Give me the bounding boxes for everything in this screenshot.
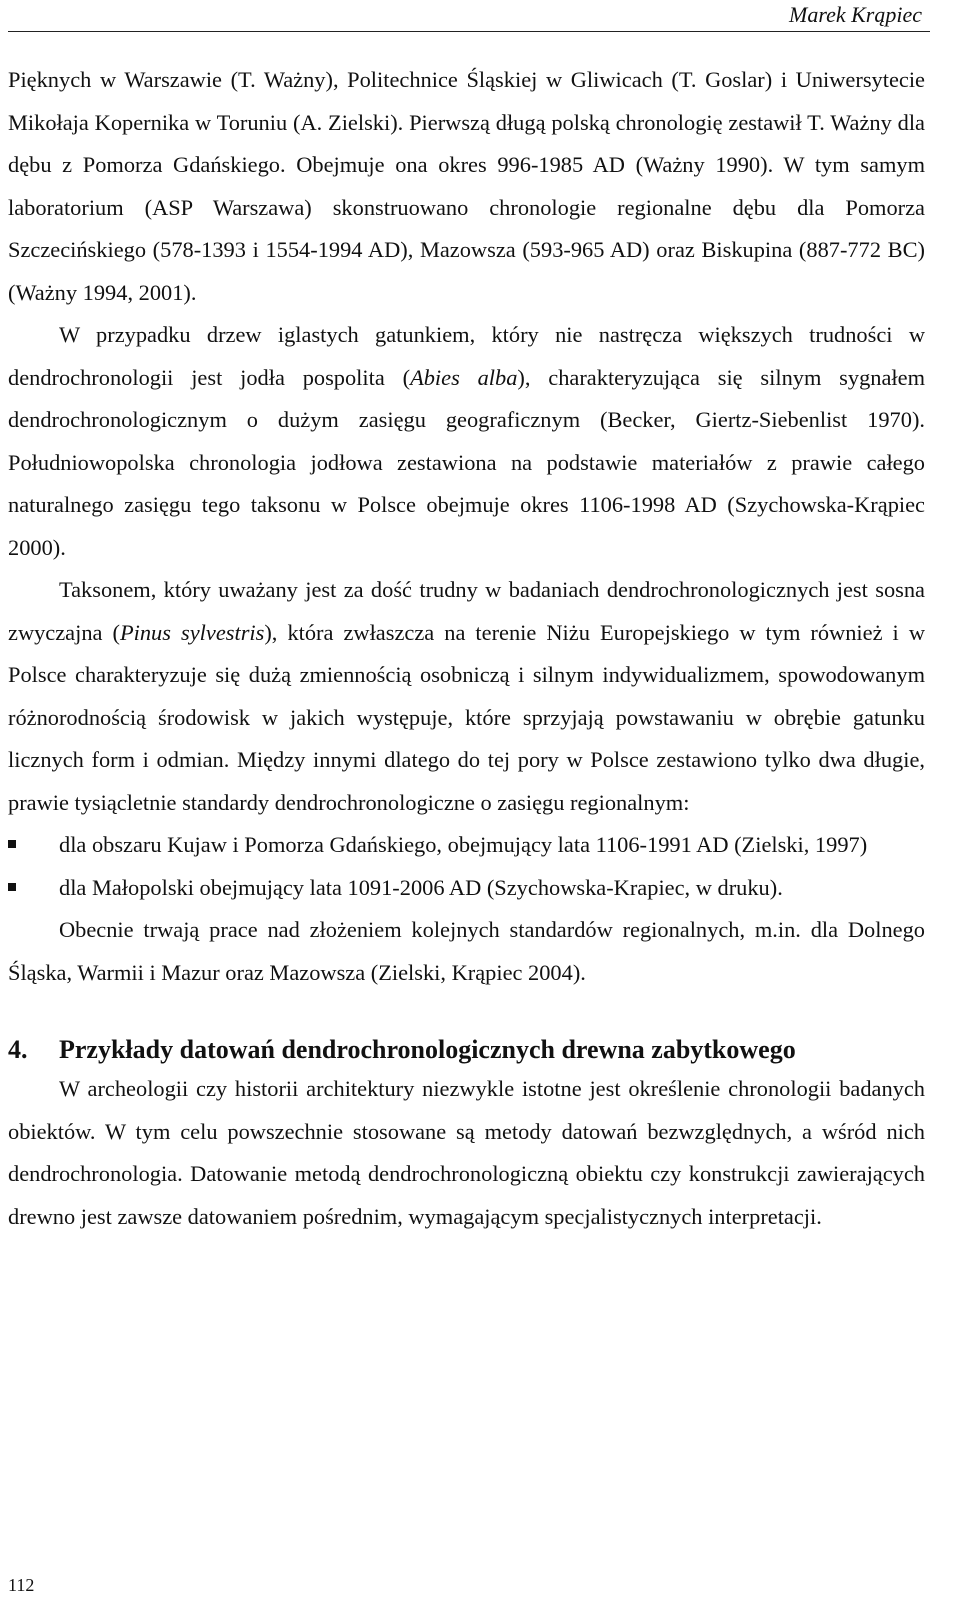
paragraph-4: Obecnie trwają prace nad złożeniem kolejnych standardów regionalnych, m.in. dla Dolnego Śląska, Warmii i Mazur oraz Mazowsza (Zielski, Krąpiec 2004).: [8, 917, 925, 985]
paragraph-3-text-a: Taksonem, który uważany jest za dość trudny w badaniach dendrochronologicznych jest sosna zwyczajna (: [8, 577, 925, 645]
species-name-pinus: Pinus sylvestris: [119, 619, 265, 645]
square-bullet-icon: [8, 840, 16, 848]
paragraph-2-text-b: ), charakteryzująca się silnym sygnałem dendrochronologicznym o dużym zasięgu geograficznym (Becker, Giertz-Siebenlist 1970). Południowopolska chronologia jodłowa zestawiona na podstawie materiałów z prawie całego naturalnego zasięgu tego taksonu w Polsce obejmuje okres 1106-1998 AD (Szychowska-Krąpiec 2000).: [8, 364, 925, 560]
list-item-text: dla Małopolski obejmujący lata 1091-2006 AD (Szychowska-Krapiec, w druku).: [59, 874, 783, 900]
section-heading: [8, 1032, 925, 1068]
paragraph-3-text-b: ), która zwłaszcza na terenie Niżu Europejskiego w tym również i w Polsce charakteryzuje się dużą zmiennością osobniczą i silnym indywidualizmem, spowodowanym różnorodnością środowisk w jakich występuje, które sprzyjają powstawaniu w obrębie gatunku licznych form i odmian. Między innymi dlatego do tej pory w Polsce zestawiono tylko dwa długie, prawie tysiącletnie standardy dendrochronologiczne o zasięgu regionalnym:: [8, 619, 925, 815]
paragraph-2-text-a: W przypadku drzew iglastych gatunkiem, który nie nastręcza większych trudności w dendrochronologii jest jodła pospolita (: [8, 322, 925, 390]
paragraph-3: [8, 569, 925, 824]
section-paragraph: W archeologii czy historii architektury niezwykle istotne jest określenie chronologii badanych obiektów. W tym celu powszechnie stosowane są metody datowań bezwzględnych, a wśród nich dendrochronologia. Datowanie metodą dendrochronologiczną obiektu czy konstrukcji zawierających drewno jest zawsze datowaniem pośrednim, wymagającym specjalistycznych interpretacji.: [8, 1076, 925, 1229]
paragraph-2: [8, 314, 925, 569]
list-item: [8, 867, 925, 910]
section-number: 4.: [8, 1035, 28, 1064]
list-item: [8, 824, 925, 867]
section-title: Przykłady datowań dendrochronologicznych drewna zabytkowego: [59, 1035, 796, 1064]
paragraph-1: Pięknych w Warszawie (T. Ważny), Politechnice Śląskiej w Gliwicach (T. Goslar) i Uniwersytecie Mikołaja Kopernika w Toruniu (A. Zielski). Pierwszą długą polską chronologię zestawił T. Ważny dla dębu z Pomorza Gdańskiego. Obejmuje ona okres 996-1985 AD (Ważny 1990). W tym samym laboratorium (ASP Warszawa) skonstruowano chronologie regionalne dębu dla Pomorza Szczecińskiego (578-1393 i 1554-1994 AD), Mazowsza (593-965 AD) oraz Biskupina (887-772 BC) (Ważny 1994, 2001).: [8, 67, 925, 305]
running-header-author: Marek Krąpiec: [789, 2, 922, 27]
page-number: 112: [8, 1575, 35, 1595]
list-item-text: dla obszaru Kujaw i Pomorza Gdańskiego, obejmujący lata 1106-1991 AD (Zielski, 1997): [59, 832, 868, 857]
bullet-list: [8, 824, 925, 909]
square-bullet-icon: [8, 883, 16, 891]
main-text: [8, 59, 925, 1238]
header-rule: [8, 31, 930, 32]
species-name-abies: Abies alba: [410, 364, 518, 390]
